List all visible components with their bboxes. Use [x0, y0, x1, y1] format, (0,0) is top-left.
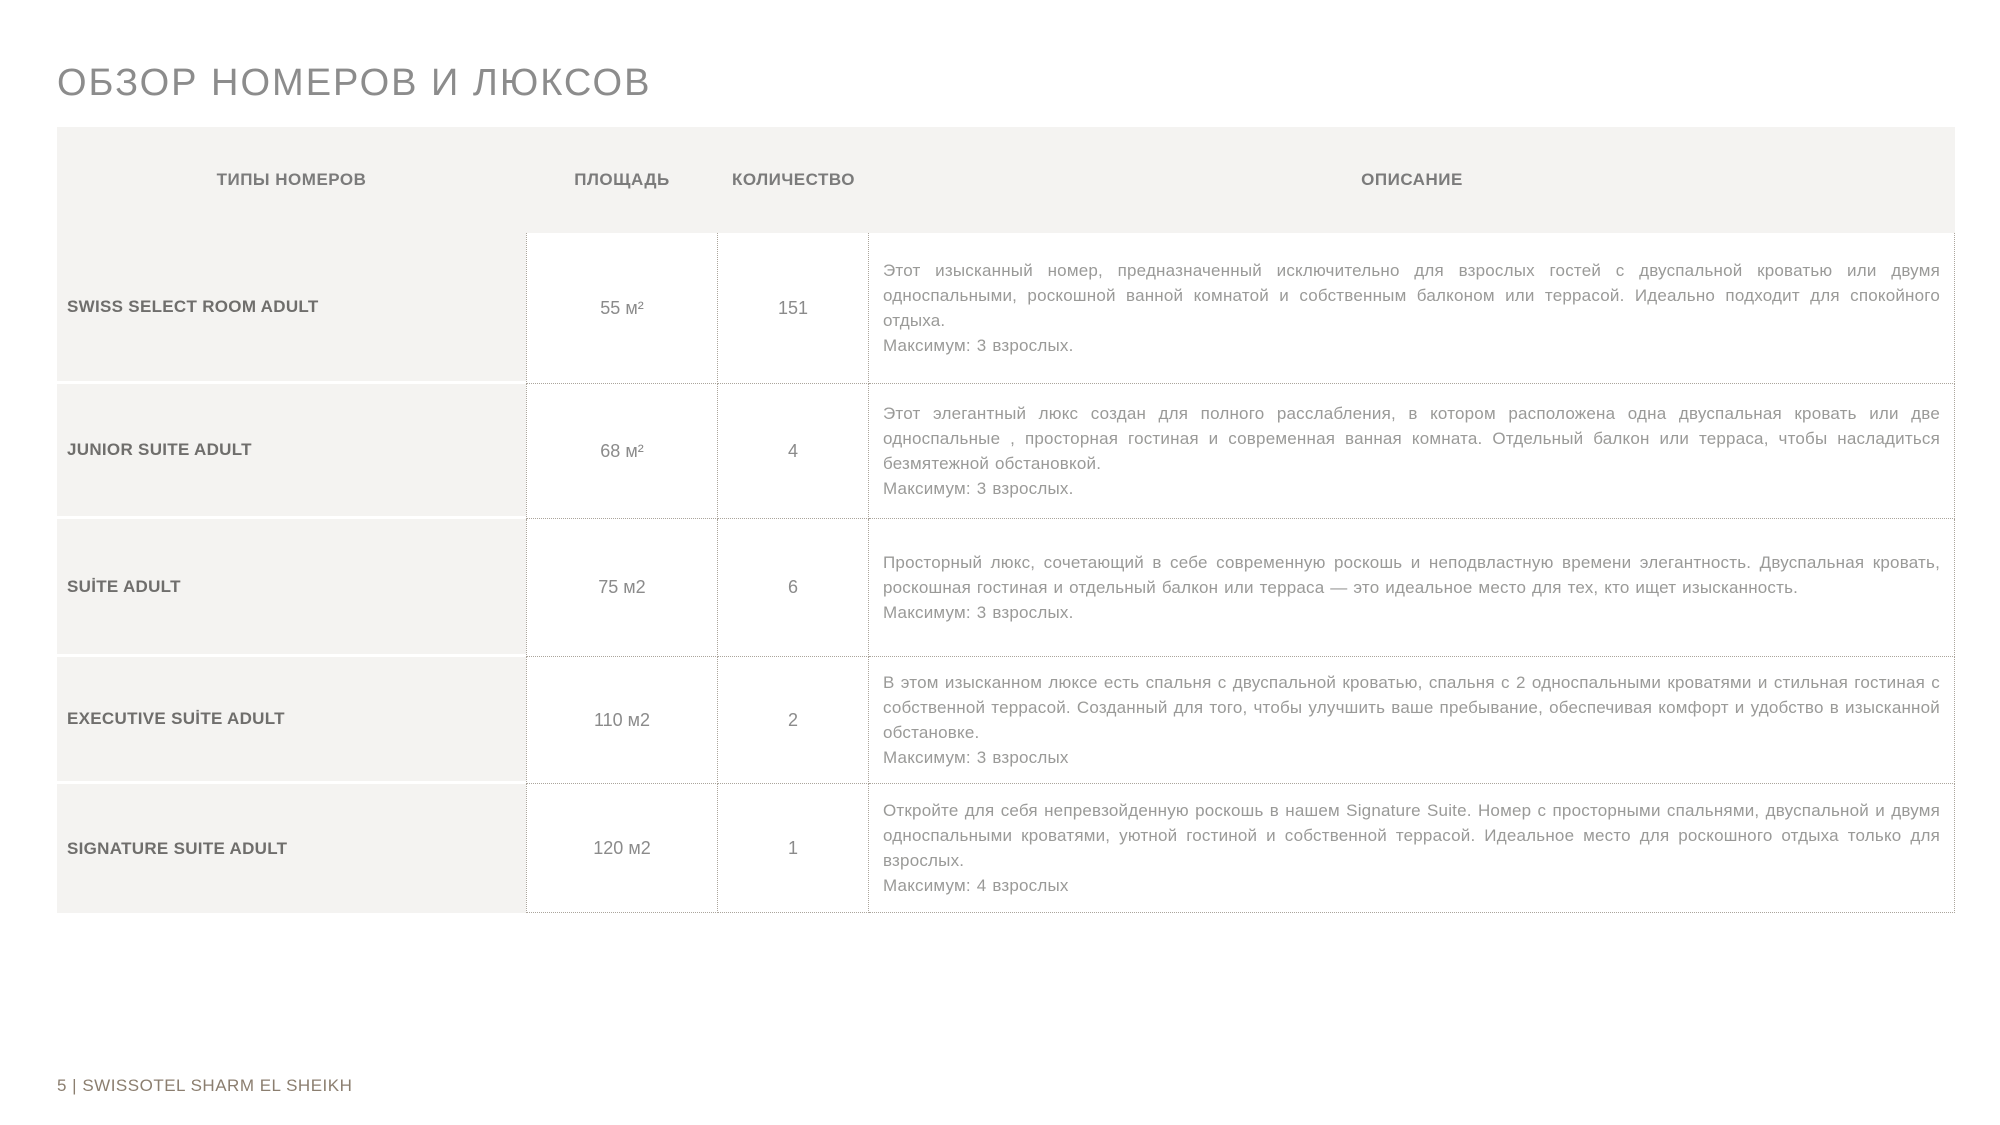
description-text: Откройте для себя непревзойденную роскошь в нашем Signature Suite. Номер с просторными спальнями, двуспальной и двумя односпальными кроватями, уютной гостиной и собственной террасой. Идеальное место для роскошного отдыха только для взрослых.: [883, 801, 1940, 870]
area-cell: 55 м²: [526, 233, 718, 384]
column-header-quantity: КОЛИЧЕСТВО: [732, 170, 855, 189]
count-cell: 151: [718, 233, 869, 384]
max-occupancy-text: Максимум: 3 взрослых: [883, 748, 1069, 767]
max-occupancy-text: Максимум: 3 взрослых.: [883, 479, 1074, 498]
max-occupancy-text: Максимум: 4 взрослых: [883, 876, 1069, 895]
count-cell: 6: [718, 519, 869, 657]
area-cell: 68 м²: [526, 384, 718, 519]
count-cell: 2: [718, 657, 869, 784]
description-cell: [869, 519, 1955, 657]
description-cell: [869, 657, 1955, 784]
room-type-cell: SIGNATURE SUITE ADULT: [57, 784, 526, 913]
page-title: ОБЗОР НОМЕРОВ И ЛЮКСОВ: [57, 62, 652, 104]
description-text: В этом изысканном люксе есть спальня с двуспальной кроватью, спальня с 2 односпальными кроватями и стильная гостиная с собственной террасой. Созданный для того, чтобы улучшить ваше пребывание, обеспечивая комфорт и удобство в изысканной обстановке.: [883, 673, 1940, 742]
description-text: Этот изысканный номер, предназначенный исключительно для взрослых гостей с двуспальной кроватью или двумя односпальными, роскошной ванной комнатой и собственным балконом или террасой. Идеально подходит для спокойного отдыха.: [883, 261, 1940, 330]
table-header-row: [57, 127, 1955, 233]
count-cell: 4: [718, 384, 869, 519]
table-row: [57, 657, 1955, 784]
max-occupancy-text: Максимум: 3 взрослых.: [883, 603, 1074, 622]
room-type-cell: SUİTE ADULT: [57, 519, 526, 657]
room-table: [57, 127, 1955, 913]
area-cell: 120 м2: [526, 784, 718, 913]
page-footer: 5 | SWISSOTEL SHARM EL SHEIKH: [57, 1076, 353, 1095]
count-cell: 1: [718, 784, 869, 913]
description-text: Просторный люкс, сочетающий в себе современную роскошь и неподвластную времени элегантность. Двуспальная кровать, роскошная гостиная и отдельный балкон или терраса — это идеальное место для тех, кто ищет изысканность.: [883, 553, 1940, 597]
room-type-cell: SWISS SELECT ROOM ADULT: [57, 233, 526, 384]
table-row: [57, 384, 1955, 519]
description-cell: [869, 784, 1955, 913]
description-cell: [869, 233, 1955, 384]
column-header-room-types: ТИПЫ НОМЕРОВ: [216, 170, 367, 189]
description-text: Этот элегантный люкс создан для полного расслабления, в котором расположена одна двуспальная кровать или две односпальные , просторная гостиная и современная ванная комната. Отдельный балкон или терраса, чтобы насладиться безмятежной обстановкой.: [883, 404, 1940, 473]
room-type-cell: EXECUTIVE SUİTE ADULT: [57, 657, 526, 784]
max-occupancy-text: Максимум: 3 взрослых.: [883, 336, 1074, 355]
area-cell: 75 м2: [526, 519, 718, 657]
table-row: [57, 519, 1955, 657]
table-row: [57, 233, 1955, 384]
description-cell: [869, 384, 1955, 519]
table-row: [57, 784, 1955, 913]
column-header-area: ПЛОЩАДЬ: [574, 170, 670, 189]
room-type-cell: JUNIOR SUITE ADULT: [57, 384, 526, 519]
column-header-description: ОПИСАНИЕ: [1361, 170, 1463, 189]
area-cell: 110 м2: [526, 657, 718, 784]
